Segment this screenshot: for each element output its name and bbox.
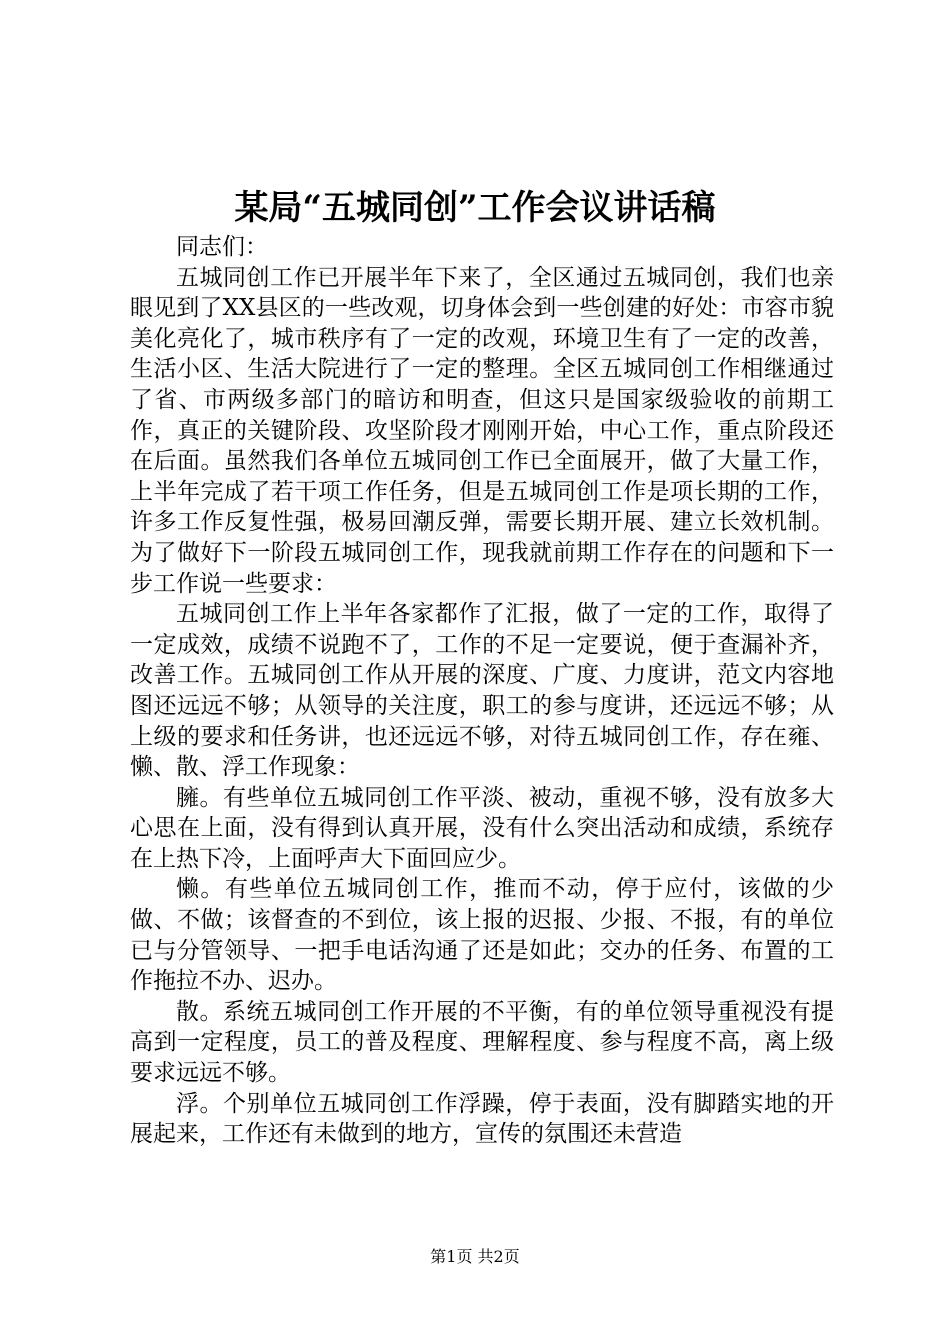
paragraph: 五城同创工作已开展半年下来了，全区通过五城同创，我们也亲眼见到了XX县区的一些改观，切身体会到一些创建的好处：市容市貌美化亮化了，城市秩序有了一定的改观，环境卫生有了一定的改善，生活小区、生活大院进行了一定的整理。全区五城同创工作相继通过了省、市两级多部门的暗访和明查，但这只是国家级验收的前期工作，真正的关键阶段、攻坚阶段才刚刚开始，中心工作，重点阶段还在后面。虽然我们各单位五城同创工作已全面展开，做了大量工作，上半年完成了若干项工作任务，但是五城同创工作是项长期的工作，许多工作反复性强，极易回潮反弹，需要长期开展、建立长效机制。为了做好下一阶段五城同创工作，现我就前期工作存在的问题和下一步工作说一些要求： <box>130 264 834 597</box>
paragraph: 五城同创工作上半年各家都作了汇报，做了一定的工作，取得了一定成效，成绩不说跑不了，工作的不足一定要说，便于查漏补齐，改善工作。五城同创工作从开展的深度、广度、力度讲，范文内容地图还远远不够；从领导的关注度，职工的参与度讲，还远远不够；从上级的要求和任务讲，也还远远不够，对待五城同创工作，存在雍、懒、散、浮工作现象： <box>130 601 834 781</box>
paragraph: 散。系统五城同创工作开展的不平衡，有的单位领导重视没有提高到一定程度，员工的普及程度、理解程度、参与程度不高，离上级要求远远不够。 <box>130 998 834 1087</box>
paragraph: 懒。有些单位五城同创工作，推而不动，停于应付，该做的少做、不做；该督查的不到位，该上报的迟报、少报、不报，有的单位已与分管领导、一把手电话沟通了还是如此；交办的任务、布置的工作拖拉不办、迟办。 <box>130 876 834 995</box>
page-footer: 第1页 共2页 <box>430 1247 520 1266</box>
document-body <box>130 232 834 1150</box>
paragraph-salutation: 同志们： <box>176 234 268 260</box>
paragraph: 浮。个别单位五城同创工作浮躁，停于表面，没有脚踏实地的开展起来，工作还有未做到的地方，宣传的氛围还未营造 <box>130 1090 834 1148</box>
paragraph: 臃。有些单位五城同创工作平淡、被动，重视不够，没有放多大心思在上面，没有得到认真开展，没有什么突出活动和成绩，系统存在上热下冷，上面呼声大下面回应少。 <box>130 784 834 872</box>
document-title: 某局“五城同创”工作会议讲话稿 <box>234 188 716 228</box>
